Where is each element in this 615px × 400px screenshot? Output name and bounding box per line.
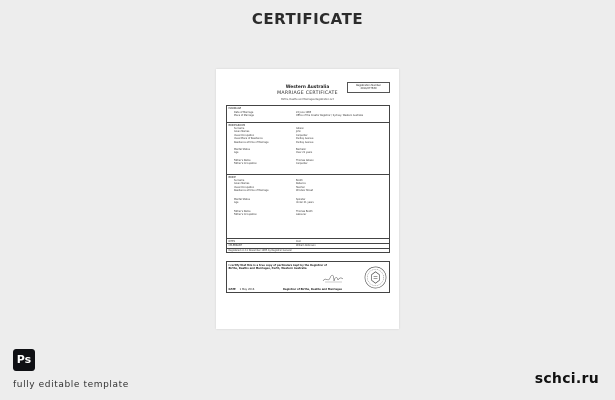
field-value: Thomas Gibson xyxy=(296,159,314,162)
photoshop-icon: Ps xyxy=(13,349,35,371)
registration-number-box: Registration Number 2014/277839 xyxy=(347,82,390,93)
signature-icon xyxy=(322,274,344,284)
field-value: Over 21 years xyxy=(296,151,313,155)
field-value: Thomas Booth xyxy=(296,210,313,213)
field-label: Father's Occupation xyxy=(234,213,257,217)
field-value: Carpenter xyxy=(296,133,308,137)
marriage-section xyxy=(227,106,389,123)
field-value: Teacher xyxy=(296,185,305,189)
field-label: Father's Name xyxy=(234,159,251,162)
field-label: Age xyxy=(234,201,239,205)
section-label: MARRIAGE xyxy=(228,106,242,110)
state-heading: Western Australia xyxy=(285,85,330,90)
field-value: Gibson xyxy=(296,127,304,130)
field-label: Usual Occupation xyxy=(234,185,255,189)
field-value: Civil xyxy=(296,239,301,243)
date-label: DATE xyxy=(228,287,236,291)
field-label: Usual Occupation xyxy=(234,133,255,137)
registrar-title: Registrar of Births, Deaths and Marriages xyxy=(283,287,343,291)
table-row xyxy=(227,213,389,216)
field-value: Dudley Avenue xyxy=(296,137,314,141)
certification-box xyxy=(226,261,390,293)
field-value: Rebecca xyxy=(296,182,306,186)
field-value: Office of the Creator Registrar / Sydney, Western Australia xyxy=(296,114,364,117)
field-label: Age xyxy=(234,151,239,155)
registration-line: Registered on 11 November 1985 by Registrar General xyxy=(226,249,390,253)
field-value: 22 June 1985 xyxy=(296,110,312,114)
table-row xyxy=(227,162,389,165)
brand-watermark: schci.ru xyxy=(534,371,599,387)
field-label: Residence at time of Marriage xyxy=(234,140,269,144)
field-value: Under 21 years xyxy=(296,201,314,205)
field-value: Carpenter xyxy=(296,162,308,166)
bridegroom-section xyxy=(227,123,389,175)
seal-icon xyxy=(364,266,387,289)
field-value: William Robinson xyxy=(296,244,316,248)
certificate-document xyxy=(216,69,399,329)
field-label: Marital Status xyxy=(234,148,250,151)
particulars-table xyxy=(226,105,390,239)
section-label: BRIDE xyxy=(228,175,236,179)
field-value: Dudley Avenue xyxy=(296,140,314,144)
field-label: Surname xyxy=(234,127,245,130)
table-row xyxy=(227,114,389,117)
field-label: Marital Status xyxy=(234,198,250,201)
tagline: fully editable template xyxy=(13,380,129,390)
certification-text: I certify that this is a true copy of particulars kept by the Registrar of Births, Deaths and Marriages, Perth, Western Australia xyxy=(228,263,327,270)
certificate-subtitle: Births, Deaths and Marriages Registration Act xyxy=(281,97,334,101)
field-value: John xyxy=(296,130,301,134)
field-label: Given Names xyxy=(234,130,250,134)
field-label: CELEBRANT xyxy=(228,244,243,248)
field-label: Father's Name xyxy=(234,210,251,213)
field-value: Spinster xyxy=(296,198,306,201)
field-value: Labourer xyxy=(296,213,307,217)
field-value: Bachelor xyxy=(296,148,307,151)
table-row xyxy=(227,151,389,154)
table-row xyxy=(227,189,389,192)
date-row xyxy=(229,288,255,291)
table-row xyxy=(227,201,389,204)
page-title: CERTIFICATE xyxy=(251,10,364,28)
table-row xyxy=(227,141,389,144)
field-label: Place of Marriage xyxy=(234,114,254,117)
field-label: RITES xyxy=(228,239,236,243)
bride-section xyxy=(227,175,389,240)
field-label: Usual Place of Residence xyxy=(234,137,263,141)
field-label: Residence at time of Marriage xyxy=(234,189,269,193)
date-value: 1 May 2016 xyxy=(239,287,255,291)
field-label: Father's Occupation xyxy=(234,162,257,166)
field-label: Date of Marriage xyxy=(234,110,254,114)
section-label: BRIDEGROOM xyxy=(228,123,246,127)
field-value: Booth xyxy=(296,179,303,182)
field-value: Windsor Street xyxy=(296,189,314,193)
certificate-title: MARRIAGE CERTIFICATE xyxy=(277,91,338,96)
field-label: Given Names xyxy=(234,182,250,186)
field-label: Surname xyxy=(234,179,245,182)
